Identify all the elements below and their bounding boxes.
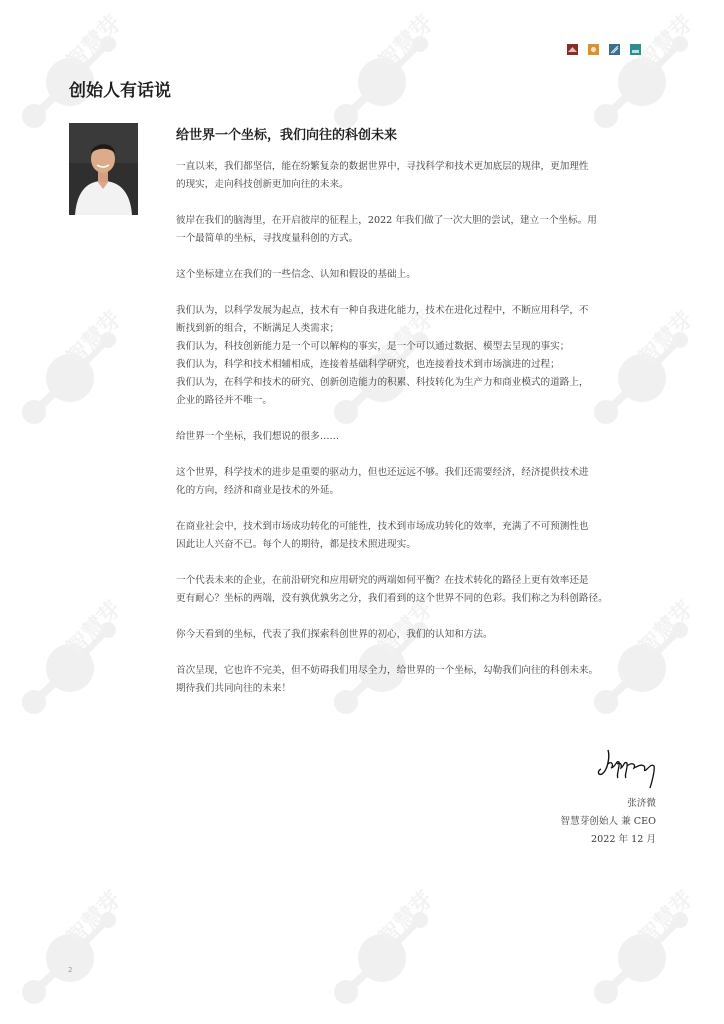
watermark xyxy=(320,4,450,134)
letter-paragraph xyxy=(176,302,660,410)
letter-line: 给世界一个坐标，我们想说的很多…… xyxy=(176,431,340,442)
watermark-text: 智慧芽 xyxy=(62,596,127,662)
watermark-text: 智慧芽 xyxy=(634,306,699,372)
founder-portrait xyxy=(69,123,138,215)
page-title: 创始人有话说 xyxy=(69,81,171,101)
letter-line: 一个代表未来的企业，在前沿研究和应用研究的两端如何平衡？在技术转化的路径上更有效率还是 xyxy=(176,575,589,586)
watermark-text: 智慧芽 xyxy=(634,886,699,952)
brand-square-icon xyxy=(588,44,599,55)
watermark-logo-icon xyxy=(580,4,710,134)
page-number: 2 xyxy=(68,966,73,974)
watermark-logo-icon xyxy=(580,880,710,1010)
letter-headline: 给世界一个坐标，我们向往的科创未来 xyxy=(176,128,398,143)
letter-line: 因此让人兴奋不已。每个人的期待，都是技术照进现实。 xyxy=(176,539,416,550)
watermark-text: 智慧芽 xyxy=(374,306,439,372)
watermark-logo-icon xyxy=(320,4,450,134)
brand-square-icon xyxy=(609,44,620,55)
watermark xyxy=(8,590,138,720)
watermark-text: 智慧芽 xyxy=(634,596,699,662)
watermark-logo-icon xyxy=(8,590,138,720)
watermark xyxy=(320,880,450,1010)
watermark-text: 智慧芽 xyxy=(374,596,439,662)
signer-role: 智慧芽创始人 兼 CEO xyxy=(560,816,656,827)
letter-paragraph xyxy=(176,212,660,248)
letter-line: 在商业社会中，技术到市场成功转化的可能性，技术到市场成功转化的效率，充满了不可预测性也 xyxy=(176,521,589,532)
handwritten-signature xyxy=(594,742,660,792)
letter-paragraph xyxy=(176,266,660,284)
letter-line: 期待我们共同向往的未来！ xyxy=(176,683,292,694)
letter-line: 更有耐心？坐标的两端，没有孰优孰劣之分，我们看到的这个世界不同的色彩。我们称之为科创路径。 xyxy=(176,593,608,604)
watermark-logo-icon xyxy=(8,4,138,134)
brand-square-icon xyxy=(630,44,641,55)
letter-paragraph xyxy=(176,158,660,194)
letter-paragraph xyxy=(176,428,660,446)
watermark-text: 智慧芽 xyxy=(634,10,699,76)
founder-photo xyxy=(69,123,138,215)
letter-line: 我们认为，科学和技术相辅相成，连接着基础科学研究，也连接着技术到市场演进的过程； xyxy=(176,359,560,370)
watermark-text: 智慧芽 xyxy=(374,886,439,952)
watermark-logo-icon xyxy=(8,300,138,430)
letter-line: 企业的路径并不唯一。 xyxy=(176,395,272,406)
letter-line: 断找到新的组合，不断满足人类需求； xyxy=(176,323,340,334)
letter-paragraph xyxy=(176,518,660,554)
letter-line: 这个坐标建立在我们的一些信念、认知和假设的基础上。 xyxy=(176,269,416,280)
letter-line: 彼岸在我们的脑海里，在开启彼岸的征程上，2022 年我们做了一次大胆的尝试，建立一个坐标。用 xyxy=(176,215,597,226)
sign-off-block xyxy=(561,795,656,849)
letter-line: 的现实，走向科技创新更加向往的未来。 xyxy=(176,179,349,190)
letter-date: 2022 年 12 月 xyxy=(591,834,656,845)
letter-line: 我们认为，在科学和技术的研究、创新创造能力的积累、科技转化为生产力和商业模式的道路上， xyxy=(176,377,589,388)
letter-line: 一直以来，我们都坚信，能在纷繁复杂的数据世界中，寻找科学和技术更加底层的规律，更加理性 xyxy=(176,161,589,172)
letter-paragraph xyxy=(176,626,660,644)
letter-paragraph xyxy=(176,464,660,500)
brand-square-icon xyxy=(567,44,578,55)
letter-line: 你今天看到的坐标，代表了我们探索科创世界的初心，我们的认知和方法。 xyxy=(176,629,493,640)
letter-line: 我们认为，以科学发展为起点，技术有一种自我进化能力，技术在进化过程中，不断应用科学，不 xyxy=(176,305,589,316)
watermark xyxy=(8,880,138,1010)
watermark xyxy=(8,300,138,430)
watermark xyxy=(8,4,138,134)
letter-line: 我们认为，科技创新能力是一个可以解构的事实，是一个可以通过数据、模型去呈现的事实； xyxy=(176,341,570,352)
letter-line: 化的方向，经济和商业是技术的外延。 xyxy=(176,485,340,496)
watermark-text: 智慧芽 xyxy=(62,886,127,952)
watermark-text: 智慧芽 xyxy=(62,306,127,372)
watermark xyxy=(580,4,710,134)
letter-line: 首次呈现，它也许不完美，但不妨碍我们用尽全力，给世界的一个坐标，勾勒我们向往的科创未来。 xyxy=(176,665,599,676)
letter-line: 这个世界，科学技术的进步是重要的驱动力，但也还远远不够。我们还需要经济，经济提供技术进 xyxy=(176,467,589,478)
watermark-text: 智慧芽 xyxy=(374,10,439,76)
letter-body xyxy=(176,158,660,716)
letter-line: 一个最简单的坐标，寻找度量科创的方式。 xyxy=(176,233,359,244)
watermark-logo-icon xyxy=(8,880,138,1010)
letter-paragraph xyxy=(176,572,660,608)
brand-color-squares xyxy=(567,44,641,55)
watermark-text: 智慧芽 xyxy=(62,10,127,76)
signer-name: 张济微 xyxy=(627,798,656,809)
letter-paragraph xyxy=(176,662,660,698)
watermark xyxy=(580,880,710,1010)
watermark-logo-icon xyxy=(320,880,450,1010)
